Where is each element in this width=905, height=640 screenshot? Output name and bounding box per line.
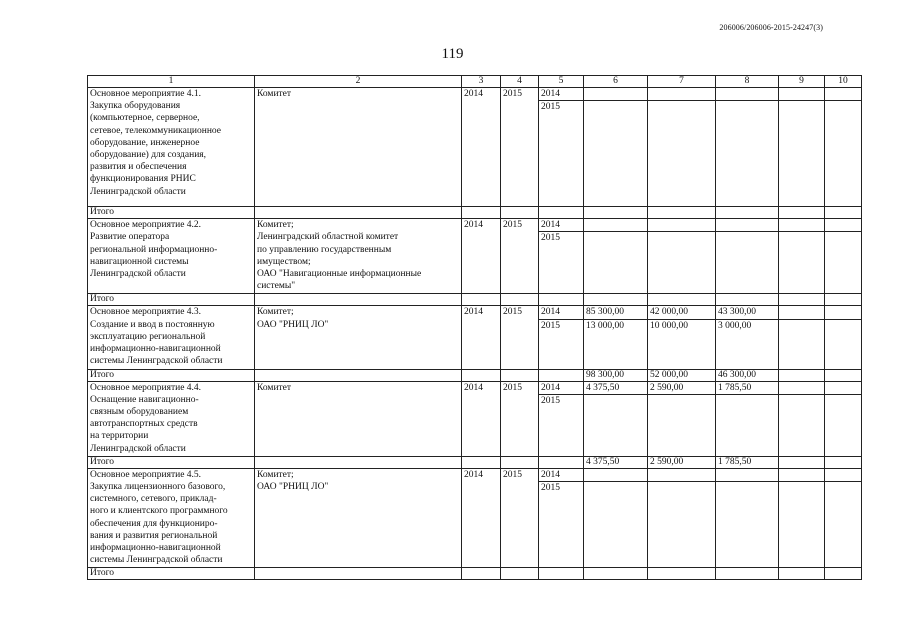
empty-cell (501, 568, 539, 580)
total-value: 46 300,00 (716, 369, 779, 381)
total-value (648, 568, 716, 580)
empty-cell (539, 294, 584, 306)
column-header-9: 9 (779, 76, 825, 88)
table-row (88, 468, 862, 481)
total-value (716, 294, 779, 306)
table-row (88, 88, 862, 101)
value-cell (716, 482, 779, 568)
total-value (716, 568, 779, 580)
value-cell (825, 319, 862, 369)
value-cell: 42 000,00 (648, 306, 716, 319)
value-cell (716, 394, 779, 456)
year-cell: 2015 (539, 232, 584, 294)
total-value (779, 369, 825, 381)
table-row (88, 219, 862, 232)
start-year: 2014 (462, 306, 501, 369)
executor: Комитет (255, 88, 462, 207)
column-header-4: 4 (501, 76, 539, 88)
year-cell: 2014 (539, 88, 584, 101)
column-header-6: 6 (584, 76, 648, 88)
empty-cell (255, 568, 462, 580)
year-cell: 2015 (539, 101, 584, 207)
year-cell: 2014 (539, 219, 584, 232)
activity-name: Основное мероприятие 4.4. Оснащение навигационно- связным оборудованием автотранспортных средств на территории Ленинградской области (88, 381, 255, 456)
total-value (584, 568, 648, 580)
total-value (779, 207, 825, 219)
value-cell (716, 232, 779, 294)
activity-name: Основное мероприятие 4.2. Развитие оператора региональной информационно- навигационной системы Ленинградской области (88, 219, 255, 294)
empty-cell (539, 207, 584, 219)
empty-cell (501, 207, 539, 219)
total-value: 52 000,00 (648, 369, 716, 381)
value-cell (584, 482, 648, 568)
end-year: 2015 (501, 381, 539, 456)
value-cell (584, 219, 648, 232)
empty-cell (539, 369, 584, 381)
value-cell (779, 88, 825, 101)
value-cell (825, 468, 862, 481)
table-row (88, 381, 862, 394)
document-id: 206006/206006-2015-24247(3) (719, 23, 823, 32)
value-cell (779, 219, 825, 232)
year-cell: 2015 (539, 319, 584, 369)
total-value (648, 294, 716, 306)
value-cell: 4 375,50 (584, 381, 648, 394)
total-value (716, 207, 779, 219)
column-header-1: 1 (88, 76, 255, 88)
value-cell (716, 88, 779, 101)
page-number: 119 (441, 46, 464, 62)
total-value: 1 785,50 (716, 456, 779, 468)
empty-cell (539, 456, 584, 468)
value-cell (648, 219, 716, 232)
empty-cell (462, 456, 501, 468)
column-header-5: 5 (539, 76, 584, 88)
total-label: Итого (88, 369, 255, 381)
table-row (88, 306, 862, 319)
value-cell (648, 482, 716, 568)
value-cell (584, 232, 648, 294)
value-cell (779, 381, 825, 394)
empty-cell (501, 294, 539, 306)
start-year: 2014 (462, 381, 501, 456)
table-body (88, 88, 862, 580)
column-header-8: 8 (716, 76, 779, 88)
end-year: 2015 (501, 468, 539, 567)
budget-table (87, 75, 862, 580)
total-label: Итого (88, 294, 255, 306)
empty-cell (462, 207, 501, 219)
value-cell (779, 101, 825, 207)
year-cell: 2014 (539, 468, 584, 481)
executor: Комитет; ОАО "РНИЦ ЛО" (255, 468, 462, 567)
year-cell: 2014 (539, 381, 584, 394)
value-cell: 85 300,00 (584, 306, 648, 319)
total-row (88, 568, 862, 580)
total-value (584, 294, 648, 306)
empty-cell (501, 456, 539, 468)
value-cell: 3 000,00 (716, 319, 779, 369)
value-cell (648, 468, 716, 481)
total-value (825, 568, 862, 580)
value-cell (584, 88, 648, 101)
value-cell (648, 394, 716, 456)
value-cell: 43 300,00 (716, 306, 779, 319)
total-row (88, 369, 862, 381)
value-cell (648, 88, 716, 101)
value-cell (716, 468, 779, 481)
total-value: 2 590,00 (648, 456, 716, 468)
value-cell (716, 219, 779, 232)
empty-cell (462, 369, 501, 381)
value-cell (825, 381, 862, 394)
value-cell: 1 785,50 (716, 381, 779, 394)
start-year: 2014 (462, 219, 501, 294)
value-cell (584, 101, 648, 207)
year-cell: 2015 (539, 482, 584, 568)
total-label: Итого (88, 456, 255, 468)
activity-name: Основное мероприятие 4.3. Создание и ввод в постоянную эксплуатацию региональной информационно-навигационной системы Ленинградской области (88, 306, 255, 369)
year-cell: 2014 (539, 306, 584, 319)
start-year: 2014 (462, 88, 501, 207)
column-header-3: 3 (462, 76, 501, 88)
total-value: 4 375,50 (584, 456, 648, 468)
end-year: 2015 (501, 219, 539, 294)
value-cell (825, 88, 862, 101)
activity-name: Основное мероприятие 4.1. Закупка оборудования (компьютерное, серверное, сетевое, телекоммуникационное оборудование, инженерное оборудование) для создания, развития и обеспечения функционирования РНИС Ленинградской области (88, 88, 255, 207)
total-value (584, 207, 648, 219)
value-cell: 2 590,00 (648, 381, 716, 394)
end-year: 2015 (501, 88, 539, 207)
total-value (825, 207, 862, 219)
total-value (779, 456, 825, 468)
value-cell (825, 306, 862, 319)
total-value (779, 568, 825, 580)
value-cell (584, 468, 648, 481)
value-cell (779, 482, 825, 568)
total-value (648, 207, 716, 219)
value-cell (648, 232, 716, 294)
total-value (779, 294, 825, 306)
empty-cell (255, 369, 462, 381)
executor: Комитет; Ленинградский областной комитет по управлению государственным имуществом; ОАО "Навигационные информационные системы" (255, 219, 462, 294)
empty-cell (255, 294, 462, 306)
value-cell (825, 482, 862, 568)
total-value: 98 300,00 (584, 369, 648, 381)
value-cell (716, 101, 779, 207)
end-year: 2015 (501, 306, 539, 369)
activity-name: Основное мероприятие 4.5. Закупка лицензионного базового, системного, сетевого, приклад- ного и клиентского программного обеспечения для функциониро- вания и развития региональной информационно-навигационной системы Ленинградской области (88, 468, 255, 567)
value-cell: 13 000,00 (584, 319, 648, 369)
value-cell (825, 232, 862, 294)
value-cell: 10 000,00 (648, 319, 716, 369)
value-cell (779, 319, 825, 369)
value-cell (779, 394, 825, 456)
empty-cell (501, 369, 539, 381)
executor: Комитет; ОАО "РНИЦ ЛО" (255, 306, 462, 369)
empty-cell (462, 568, 501, 580)
total-value (825, 456, 862, 468)
value-cell (779, 306, 825, 319)
column-header-10: 10 (825, 76, 862, 88)
total-label: Итого (88, 568, 255, 580)
total-row (88, 207, 862, 219)
value-cell (825, 101, 862, 207)
value-cell (779, 232, 825, 294)
total-value (825, 294, 862, 306)
total-row (88, 456, 862, 468)
value-cell (825, 394, 862, 456)
total-label: Итого (88, 207, 255, 219)
table-header (88, 76, 862, 88)
empty-cell (462, 294, 501, 306)
total-value (825, 369, 862, 381)
year-cell: 2015 (539, 394, 584, 456)
value-cell (648, 101, 716, 207)
value-cell (825, 219, 862, 232)
executor: Комитет (255, 381, 462, 456)
column-header-7: 7 (648, 76, 716, 88)
empty-cell (255, 207, 462, 219)
value-cell (779, 468, 825, 481)
empty-cell (539, 568, 584, 580)
empty-cell (255, 456, 462, 468)
value-cell (584, 394, 648, 456)
total-row (88, 294, 862, 306)
start-year: 2014 (462, 468, 501, 567)
column-header-2: 2 (255, 76, 462, 88)
